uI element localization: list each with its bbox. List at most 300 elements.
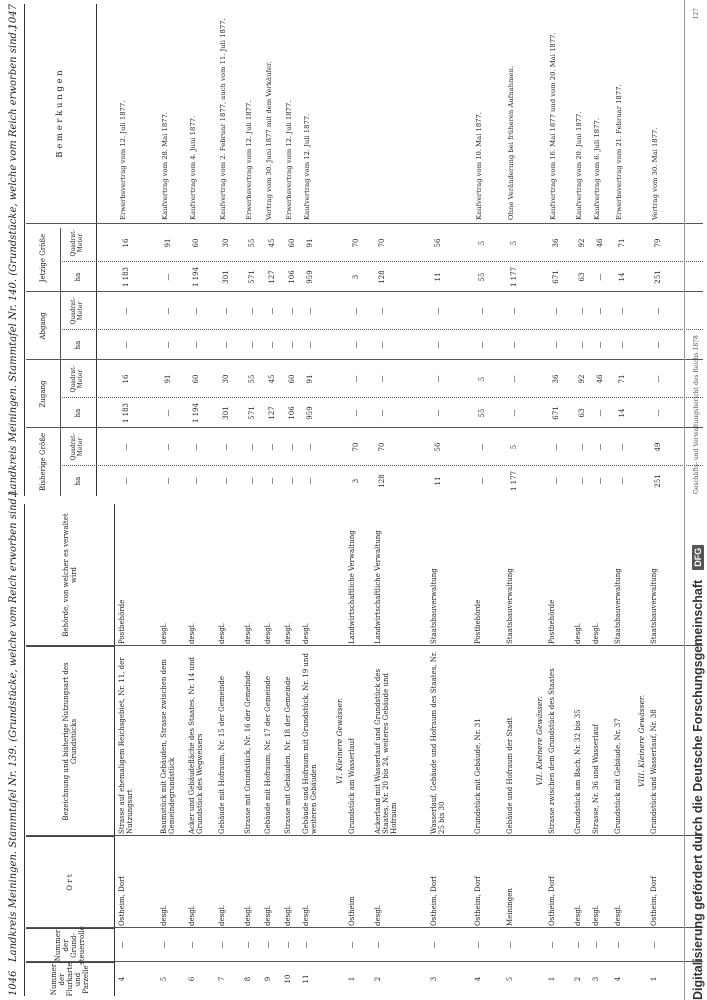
cell-zu-qm: 60 — [288, 374, 296, 384]
cell-grundsteuer: — — [506, 941, 514, 949]
cell-zu-qm: 92 — [578, 374, 586, 384]
table-row — [548, 504, 574, 996]
column-rule — [26, 835, 703, 836]
cell-zu-ha: — — [164, 409, 172, 417]
table-row — [374, 504, 430, 996]
right-page-title: Landkreis Meiningen. Stammtafel Nr. 140. (Grundstücke, welche vom Reich erworben sind.) — [8, 24, 19, 496]
cell-grundsteuer: — — [264, 941, 272, 949]
cell-zu-ha: 671 — [552, 406, 560, 420]
cell-flurkarte: 1 — [348, 976, 356, 982]
cell-zu-ha: 127 — [268, 406, 276, 420]
cell-new-qm: 5 — [478, 240, 486, 246]
cell-ab-ha: — — [596, 341, 604, 349]
cell-zu-qm: 5 — [478, 376, 486, 382]
cell-old-ha: — — [618, 477, 626, 485]
cell-grundsteuer: — — [592, 941, 600, 949]
cell-ort: Ostheim, Dorf — [118, 876, 126, 926]
cell-zu-qm: 45 — [268, 374, 276, 384]
cell-ab-qm: — — [434, 307, 442, 315]
cell-old-ha: 128 — [378, 474, 386, 488]
cell-ab-qm: — — [510, 307, 518, 315]
left-page-header — [8, 490, 24, 996]
cell-bezeichnung: Gebäude mit Hofraum, Nr. 17 der Gemeinde — [264, 675, 272, 834]
cell-behoerde: Staatsbauverwaltung — [506, 568, 514, 644]
cell-behoerde: desgl. — [284, 622, 292, 644]
cell-behoerde: Postbehörde — [474, 599, 482, 644]
left-page — [0, 490, 707, 1000]
cell-new-qm: 70 — [378, 238, 386, 248]
cell-grundsteuer: — — [160, 941, 168, 949]
table-row — [430, 504, 474, 996]
cell-zu-ha: — — [434, 409, 442, 417]
table-row — [244, 504, 264, 996]
cell-zu-qm: — — [434, 375, 442, 383]
cell-grundsteuer: — — [244, 941, 252, 949]
cell-old-ha: — — [288, 477, 296, 485]
table-row — [650, 504, 684, 996]
cell-new-qm: 79 — [654, 238, 662, 248]
cell-zu-qm: 91 — [306, 374, 314, 384]
watermark-strip — [688, 0, 707, 1000]
cell-new-qm: 70 — [352, 238, 360, 248]
cell-ab-qm: — — [222, 307, 230, 315]
col-header-bemerkungen: B e m e r k u n g e n — [55, 70, 66, 158]
cell-ort: desgl. — [614, 904, 622, 926]
cell-ab-qm: — — [352, 307, 360, 315]
sub-header-qm-3: Quadrat-Meter — [70, 297, 84, 325]
cell-ab-qm: — — [552, 307, 560, 315]
cell-new-ha: 1 183 — [122, 266, 130, 288]
cell-new-qm: 16 — [122, 238, 130, 248]
cell-bemerkung: Kaufvertrag vom 4. Juni 1877. — [189, 115, 197, 220]
table-row — [474, 504, 506, 996]
cell-grundsteuer: — — [348, 941, 356, 949]
cell-ab-qm: — — [654, 307, 662, 315]
cell-zu-ha: — — [654, 409, 662, 417]
cell-bemerkung: Erwerbsvertrag vom 12. Juli 1877. — [119, 100, 127, 220]
cell-zu-ha: — — [510, 409, 518, 417]
table-row — [188, 504, 218, 996]
col-header-zugang: Zugang — [38, 380, 47, 408]
cell-old-ha: — — [222, 477, 230, 485]
sub-header-qm-2: Quadrat-Meter — [70, 365, 84, 393]
cell-bemerkung: Ohne Veränderung bei früheren Aufnahmen. — [507, 65, 515, 220]
cell-old-ha: — — [192, 477, 200, 485]
cell-bemerkung: Kaufvertrag vom 20. Juni 1877. — [575, 111, 583, 220]
cell-behoerde: desgl. — [302, 622, 310, 644]
cell-ab-ha: — — [434, 341, 442, 349]
left-table-header — [26, 504, 115, 996]
cell-ort: Meiningen — [506, 888, 514, 926]
section-heading: VI. Kleinere Gewässer. — [335, 697, 344, 785]
cell-old-ha: — — [578, 477, 586, 485]
cell-grundsteuer: — — [430, 941, 438, 949]
cell-ab-ha: — — [268, 341, 276, 349]
cell-grundsteuer: — — [374, 941, 382, 949]
cell-flurkarte: 3 — [592, 976, 600, 982]
cell-ab-qm: — — [164, 307, 172, 315]
cell-new-qm: 91 — [164, 238, 172, 248]
cell-ort: desgl. — [284, 904, 292, 926]
cell-flurkarte: 5 — [506, 976, 514, 982]
cell-old-qm: — — [578, 443, 586, 451]
cell-grundsteuer: — — [302, 941, 310, 949]
right-page-number: 1047 — [8, 4, 19, 30]
column-rule — [26, 359, 703, 360]
cell-bezeichnung: Grundstück am Bach, Nr. 32 bis 35 — [574, 709, 582, 834]
cell-new-qm: 5 — [510, 240, 518, 246]
cell-new-qm: 30 — [222, 238, 230, 248]
cell-zu-qm: 71 — [618, 374, 626, 384]
cell-old-qm: — — [618, 443, 626, 451]
cell-old-ha: 1 177 — [510, 470, 518, 492]
cell-flurkarte: 2 — [374, 976, 382, 982]
sub-header-ha-1: ha — [73, 476, 82, 486]
footer-page: 127 — [693, 8, 701, 20]
sub-header-ha-3: ha — [73, 340, 82, 350]
cell-grundsteuer: — — [548, 941, 556, 949]
cell-old-qm: 70 — [352, 442, 360, 452]
cell-behoerde: Staatsbauverwaltung — [650, 568, 658, 644]
cell-new-ha: 128 — [378, 270, 386, 284]
cell-flurkarte: 4 — [474, 976, 482, 982]
cell-grundsteuer: — — [118, 941, 126, 949]
column-rule — [60, 397, 703, 398]
cell-behoerde: Postbehörde — [118, 599, 126, 644]
table-row — [614, 504, 638, 996]
cell-old-qm: — — [288, 443, 296, 451]
cell-ort: desgl. — [302, 904, 310, 926]
cell-bezeichnung: Strasse mit Gebäuden, Nr. 18 der Gemeinde — [284, 676, 292, 834]
table-row — [506, 504, 536, 996]
cell-ort: desgl. — [574, 904, 582, 926]
cell-zu-ha: — — [378, 409, 386, 417]
column-rule — [26, 223, 703, 224]
cell-ab-qm: — — [288, 307, 296, 315]
cell-ab-ha: — — [164, 341, 172, 349]
column-rule — [60, 465, 703, 466]
col-header-ort: O r t — [26, 836, 114, 928]
cell-new-ha: — — [596, 273, 604, 281]
cell-ab-ha: — — [578, 341, 586, 349]
cell-flurkarte: 9 — [264, 976, 272, 982]
cell-ab-ha: — — [288, 341, 296, 349]
cell-new-ha: 127 — [268, 270, 276, 284]
cell-ort: Ostheim, Dorf — [650, 876, 658, 926]
cell-zu-qm: 91 — [164, 374, 172, 384]
cell-ort: Ostheim, Dorf — [474, 876, 482, 926]
col-header-abgang: Abgang — [38, 312, 47, 340]
cell-zu-ha: 301 — [222, 406, 230, 420]
cell-ab-ha: — — [222, 341, 230, 349]
cell-behoerde: desgl. — [264, 622, 272, 644]
cell-bezeichnung: Strasse mit Grundstück, Nr. 16 der Gemeinde — [244, 671, 252, 834]
cell-new-qm: 60 — [192, 238, 200, 248]
left-page-title: Landkreis Meiningen. Stammtafel Nr. 139. (Grundstücke, welche vom Reich erworben sind.) — [8, 490, 19, 962]
right-page-header — [8, 4, 24, 496]
cell-old-qm: — — [164, 443, 172, 451]
cell-behoerde: Landwirtschaftliche Verwaltung — [374, 530, 382, 644]
table-row — [574, 504, 592, 996]
cell-old-qm: — — [122, 443, 130, 451]
cell-new-ha: 3 — [352, 274, 360, 280]
cell-behoerde: desgl. — [218, 622, 226, 644]
cell-flurkarte: 3 — [430, 976, 438, 982]
right-header-rule — [24, 4, 25, 496]
cell-old-ha: — — [596, 477, 604, 485]
cell-new-qm: 56 — [434, 238, 442, 248]
cell-ab-ha: — — [306, 341, 314, 349]
cell-ab-ha: — — [248, 341, 256, 349]
cell-old-ha: — — [306, 477, 314, 485]
cell-ort: Ostheim, Dorf — [430, 876, 438, 926]
cell-flurkarte: 11 — [302, 974, 310, 984]
cell-ort: desgl. — [244, 904, 252, 926]
cell-new-ha: 671 — [552, 270, 560, 284]
cell-bezeichnung: Wasserlauf, Gebäude und Hofraum des Staates, Nr. 25 bis 30 — [430, 651, 447, 834]
cell-new-qm: 55 — [248, 238, 256, 248]
cell-new-ha: 571 — [248, 270, 256, 284]
col-header-bisherige: Bisherige Größe — [38, 432, 47, 492]
col-header-behoerde: Behörde, von welcher es verwaltet wird — [61, 513, 78, 637]
cell-ort: desgl. — [188, 904, 196, 926]
right-table-header — [26, 4, 97, 496]
cell-bezeichnung: Strasse, Nr. 36 und Wasserlauf — [592, 724, 600, 834]
cell-bezeichnung: Strasse auf ehemaligem Reichsgebiet, Nr. 11, der Nutzungsart — [118, 657, 135, 834]
cell-bezeichnung: Baumstück mit Gebäuden, Strasse zwischen dem Gemeindegrundstück — [160, 659, 177, 834]
cell-old-qm: — — [222, 443, 230, 451]
cell-ort: desgl. — [374, 904, 382, 926]
cell-old-qm: 56 — [434, 442, 442, 452]
footer-source: Geschäfts- und Verwaltungsbericht des Reichs 1878 — [693, 335, 701, 494]
column-rule — [26, 645, 703, 646]
cell-bemerkung: Erwerbsvertrag vom 12. Juli 1877. — [285, 100, 293, 220]
cell-flurkarte: 6 — [188, 976, 196, 982]
cell-ab-ha: — — [618, 341, 626, 349]
cell-zu-ha: 1 194 — [192, 402, 200, 424]
cell-old-ha: 11 — [434, 476, 442, 486]
cell-zu-ha: 959 — [306, 406, 314, 420]
cell-new-ha: 959 — [306, 270, 314, 284]
cell-zu-qm: — — [352, 375, 360, 383]
cell-grundsteuer: — — [284, 941, 292, 949]
cell-ort: desgl. — [592, 904, 600, 926]
cell-old-ha: — — [268, 477, 276, 485]
cell-old-qm: — — [248, 443, 256, 451]
cell-new-qm: 60 — [288, 238, 296, 248]
cell-behoerde: desgl. — [592, 622, 600, 644]
cell-ort: desgl. — [160, 904, 168, 926]
cell-ab-ha: — — [552, 341, 560, 349]
sub-header-qm-4: Quadrat-Meter — [70, 229, 84, 257]
cell-old-qm: 49 — [654, 442, 662, 452]
cell-old-ha: — — [552, 477, 560, 485]
cell-ab-ha: — — [478, 341, 486, 349]
cell-ab-ha: — — [122, 341, 130, 349]
table-row — [218, 504, 244, 996]
cell-new-ha: 63 — [578, 272, 586, 282]
table-row — [160, 504, 188, 996]
cell-ort: Ostheim — [348, 896, 356, 926]
watermark-text: Digitalisierung gefördert durch die Deutsche Forschungsgemeinschaft — [690, 579, 705, 1000]
cell-zu-ha: 55 — [478, 408, 486, 418]
section-heading: VII. Kleinere Gewässer. — [535, 696, 544, 786]
sub-header-ha-4: ha — [73, 272, 82, 282]
table-row — [118, 504, 160, 996]
table-row — [592, 504, 614, 996]
cell-old-qm: — — [192, 443, 200, 451]
cell-old-qm: — — [268, 443, 276, 451]
cell-old-ha: 3 — [352, 478, 360, 484]
cell-ort: desgl. — [264, 904, 272, 926]
cell-behoerde: Staatsbauverwaltung — [614, 568, 622, 644]
cell-bemerkung: Erwerbsvertrag vom 21. Februar 1877. — [615, 84, 623, 220]
cell-bezeichnung: Ackerland mit Wasserlauf und Grundstück des Staates, Nr. 20 bis 24, weiteres Gebäude und Hofraum — [374, 668, 399, 834]
cell-ab-ha: — — [378, 341, 386, 349]
cell-bemerkung: Vertrag vom 30. Juni 1877 mit dem Verkäufer. — [265, 61, 273, 220]
col-header-jetzige: Jetzige Größe — [38, 233, 47, 283]
cell-old-ha: — — [248, 477, 256, 485]
cell-bezeichnung: Grundstück am Wasserlauf — [348, 738, 356, 834]
cell-bemerkung: Kaufvertrag vom 28. Mai 1877. — [161, 112, 169, 220]
cell-behoerde: desgl. — [188, 622, 196, 644]
cell-old-qm: 5 — [510, 444, 518, 450]
cell-zu-ha: — — [352, 409, 360, 417]
cell-new-qm: 45 — [268, 238, 276, 248]
cell-grundsteuer: — — [218, 941, 226, 949]
column-rule — [26, 291, 703, 292]
cell-ab-qm: — — [596, 307, 604, 315]
left-page-number: 1046 — [8, 970, 19, 996]
cell-new-qm: 46 — [596, 238, 604, 248]
cell-ab-qm: — — [192, 307, 200, 315]
cell-ab-qm: — — [248, 307, 256, 315]
cell-old-qm: — — [306, 443, 314, 451]
cell-new-ha: — — [164, 273, 172, 281]
cell-grundsteuer: — — [650, 941, 658, 949]
cell-bemerkung: Kaufvertrag vom 2. Februar 1877, auch vom 11. Juli 1877. — [219, 18, 227, 220]
cell-bezeichnung: Acker und Gebäudefläche des Staates, Nr. 14 und Grundstück des Wegweisers — [188, 657, 205, 834]
cell-new-ha: 106 — [288, 270, 296, 284]
cell-zu-ha: 14 — [618, 408, 626, 418]
cell-zu-qm: — — [654, 375, 662, 383]
table-row — [284, 504, 302, 996]
watermark-divider — [684, 0, 685, 1000]
cell-behoerde: Staatsbauverwaltung — [430, 568, 438, 644]
column-rule — [60, 261, 703, 262]
cell-new-ha: 1 194 — [192, 266, 200, 288]
column-rule — [60, 329, 703, 330]
column-rule — [26, 961, 703, 962]
cell-zu-qm: — — [510, 375, 518, 383]
cell-behoerde: desgl. — [160, 622, 168, 644]
cell-ort: desgl. — [218, 904, 226, 926]
cell-zu-qm: 46 — [596, 374, 604, 384]
cell-zu-ha: — — [596, 409, 604, 417]
cell-ab-qm: — — [306, 307, 314, 315]
cell-behoerde: desgl. — [574, 622, 582, 644]
cell-ab-qm: — — [618, 307, 626, 315]
cell-old-ha: — — [122, 477, 130, 485]
cell-zu-qm: — — [378, 375, 386, 383]
cell-grundsteuer: — — [188, 941, 196, 949]
cell-flurkarte: 4 — [614, 976, 622, 982]
cell-zu-qm: 55 — [248, 374, 256, 384]
cell-ab-qm: — — [578, 307, 586, 315]
cell-behoerde: Postbehörde — [548, 599, 556, 644]
cell-bemerkung: Kaufvertrag vom 12. Juli 1877. — [303, 113, 311, 220]
cell-bemerkung: Kaufvertrag vom 16. Mai 1877 und vom 20. Mai 1877. — [549, 32, 557, 220]
cell-flurkarte: 4 — [118, 976, 126, 982]
table-row — [264, 504, 284, 996]
cell-ab-ha: — — [654, 341, 662, 349]
cell-bezeichnung: Grundstück und Wasserlauf, Nr. 38 — [650, 709, 658, 834]
cell-ab-ha: — — [352, 341, 360, 349]
cell-old-qm: — — [596, 443, 604, 451]
cell-flurkarte: 5 — [160, 976, 168, 982]
cell-zu-ha: 106 — [288, 406, 296, 420]
cell-new-qm: 92 — [578, 238, 586, 248]
cell-ort: Ostheim, Dorf — [548, 876, 556, 926]
cell-zu-ha: 1 183 — [122, 402, 130, 424]
cell-behoerde: desgl. — [244, 622, 252, 644]
sub-header-qm-1: Quadrat-Meter — [70, 433, 84, 461]
cell-bezeichnung: Grundstück mit Gebäude, Nr. 37 — [614, 718, 622, 834]
cell-old-qm: — — [478, 443, 486, 451]
cell-new-ha: 55 — [478, 272, 486, 282]
cell-bezeichnung: Gebäude mit Hofraum, Nr. 15 der Gemeinde — [218, 675, 226, 834]
cell-bezeichnung: Strasse zwischen dem Grundstück des Staates — [548, 668, 556, 834]
dfg-logo: DFG — [692, 545, 704, 570]
cell-new-qm: 91 — [306, 238, 314, 248]
column-rule — [26, 927, 703, 928]
column-rule — [26, 427, 703, 428]
cell-bezeichnung: Gebäude und Hofraum der Stadt — [506, 717, 514, 834]
cell-new-ha: 11 — [434, 272, 442, 282]
cell-zu-ha: 63 — [578, 408, 586, 418]
cell-bemerkung: Vertrag vom 30. Mai 1877. — [651, 127, 659, 220]
cell-new-ha: 1 177 — [510, 266, 518, 288]
col-header-bezeichnung: Bezeichnung und bisherige Nutzungsart des Grundstücks — [26, 646, 114, 836]
cell-bemerkung: Erwerbsvertrag vom 12. Juli 1877. — [245, 100, 253, 220]
section-heading: VIII. Kleinere Gewässer. — [637, 694, 646, 788]
cell-old-ha: — — [164, 477, 172, 485]
cell-new-ha: 301 — [222, 270, 230, 284]
sub-header-ha-2: ha — [73, 408, 82, 418]
cell-old-ha: 251 — [654, 474, 662, 488]
cell-new-ha: 251 — [654, 270, 662, 284]
cell-bezeichnung: Gebäude und Hofraum mit Grundstück, Nr. 19 und weiteren Gebäuden — [302, 653, 319, 834]
cell-old-ha: — — [478, 477, 486, 485]
cell-grundsteuer: — — [474, 941, 482, 949]
col-header-grundsteuer: Nummer der Grund-steuerrolle — [26, 928, 114, 962]
cell-ab-qm: — — [378, 307, 386, 315]
cell-bezeichnung: Grundstück mit Gebäude, Nr. 31 — [474, 718, 482, 834]
cell-zu-qm: 60 — [192, 374, 200, 384]
left-header-rule — [24, 504, 25, 996]
cell-zu-qm: 16 — [122, 374, 130, 384]
cell-grundsteuer: — — [614, 941, 622, 949]
cell-zu-qm: 30 — [222, 374, 230, 384]
cell-ab-ha: — — [192, 341, 200, 349]
cell-flurkarte: 10 — [284, 974, 292, 984]
cell-ab-qm: — — [268, 307, 276, 315]
subheader-rule — [60, 228, 61, 496]
cell-new-qm: 36 — [552, 238, 560, 248]
cell-flurkarte: 1 — [548, 976, 556, 982]
cell-old-qm: 70 — [378, 442, 386, 452]
cell-zu-qm: 36 — [552, 374, 560, 384]
